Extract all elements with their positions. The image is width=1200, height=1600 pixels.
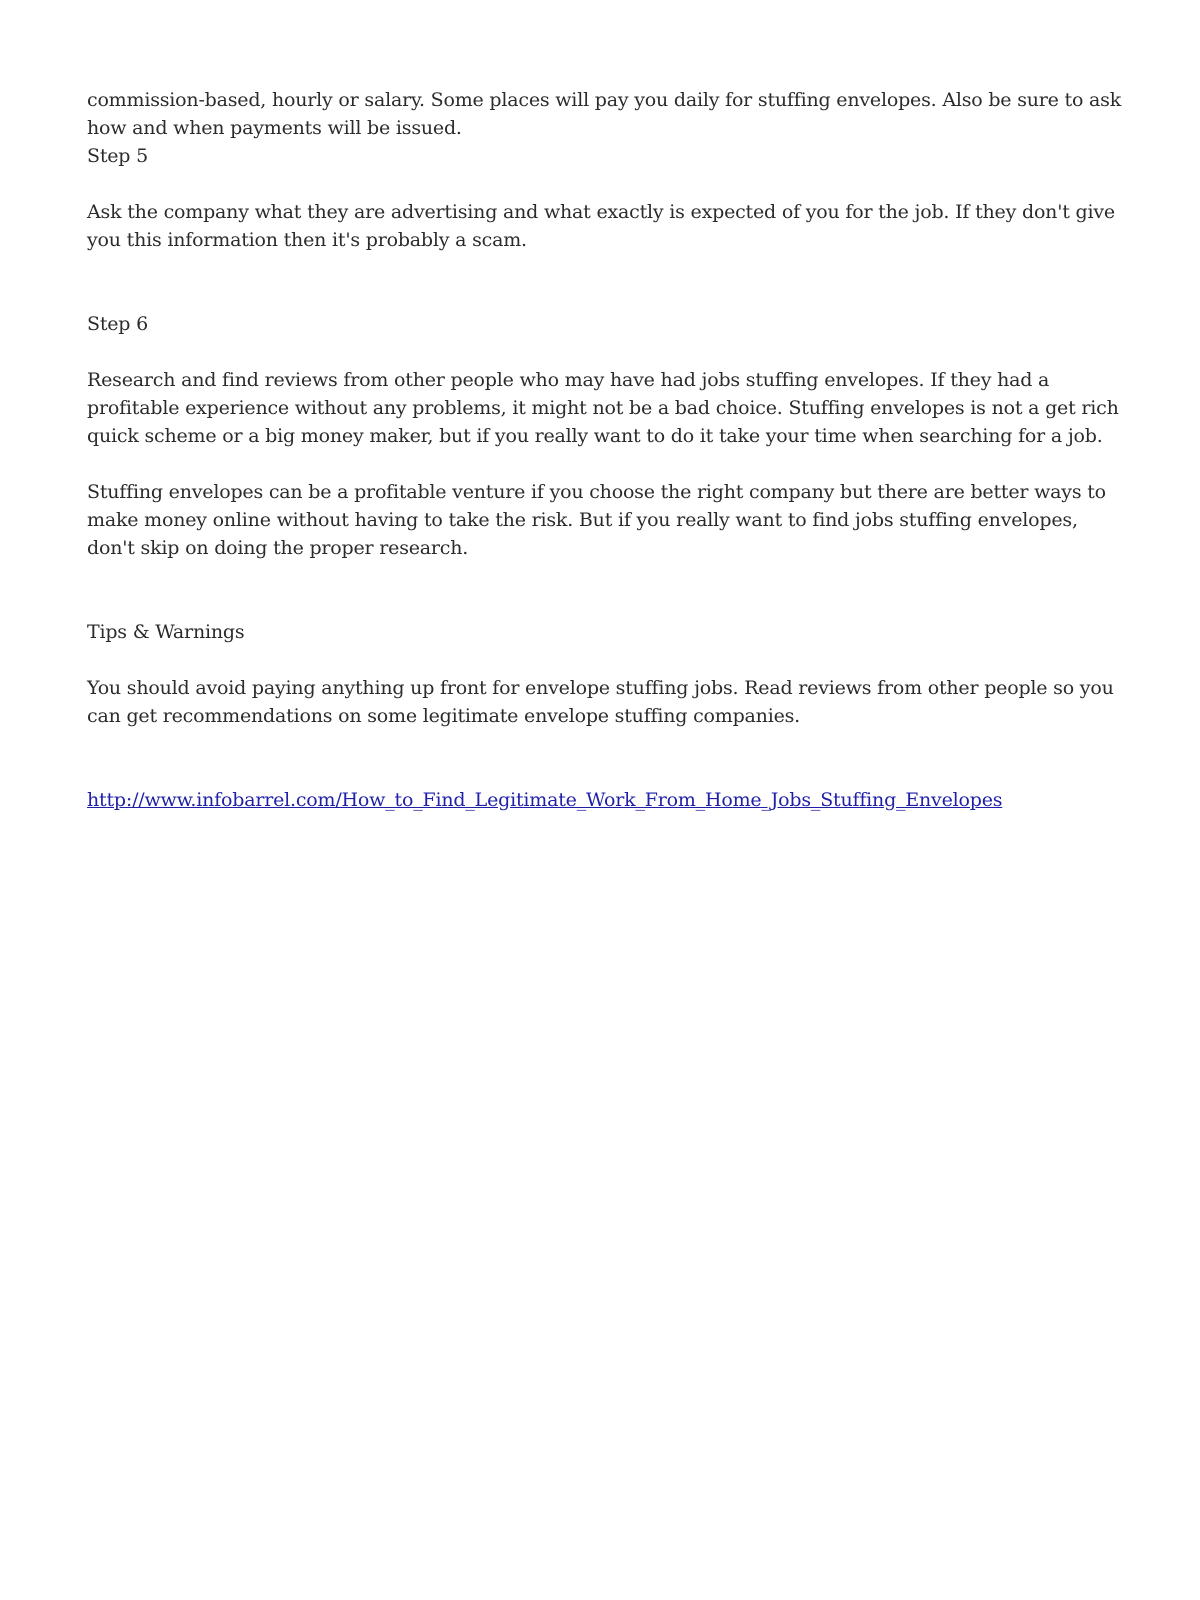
spacer [87,338,1127,366]
step6-heading: Step 6 [87,313,148,335]
spacer [87,170,1127,198]
step5-heading: Step 5 [87,145,148,167]
tips-body-paragraph: You should avoid paying anything up front for envelope stuffing jobs. Read reviews from other people so you can get recommendations on some legitimate envelope stuffing companies. [87,677,1114,727]
tips-heading: Tips & Warnings [87,621,245,643]
conclusion-paragraph: Stuffing envelopes can be a profitable venture if you choose the right company but there are better ways to make money online without having to take the risk. But if you really want to find jobs stuffing envelopes, don't skip on doing the proper research. [87,481,1106,559]
spacer [87,646,1127,674]
step5-body-paragraph: Ask the company what they are advertising and what exactly is expected of you for the job. If they don't give you this information then it's probably a scam. [87,201,1115,251]
document-body [87,86,1127,814]
step6-body-paragraph: Research and find reviews from other people who may have had jobs stuffing envelopes. If they had a profitable experience without any problems, it might not be a bad choice. Stuffing envelopes is not a get rich quick scheme or a big money maker, but if you really want to do it take your time when searching for a job. [87,369,1119,447]
spacer [87,450,1127,478]
spacer [87,730,1127,786]
spacer [87,254,1127,310]
step4-tail-paragraph: commission-based, hourly or salary. Some places will pay you daily for stuffing envelopes. Also be sure to ask how and when payments will be issued. [87,89,1122,139]
source-link[interactable]: http://www.infobarrel.com/How_to_Find_Legitimate_Work_From_Home_Jobs_Stuffing_Envelopes [87,789,1003,811]
source-link-line [87,786,1127,814]
spacer [87,562,1127,618]
